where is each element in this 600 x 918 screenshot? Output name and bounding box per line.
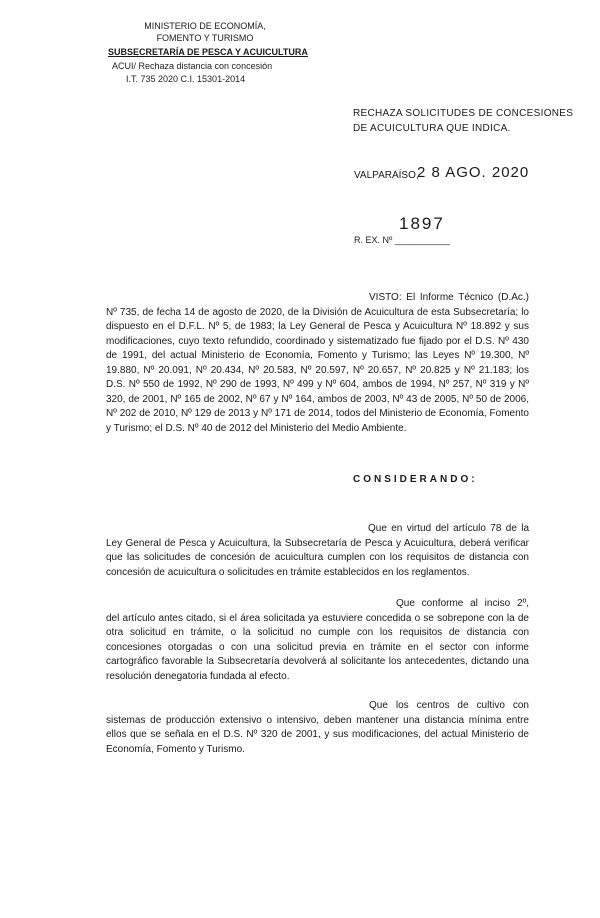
subject-line-2: DE ACUICULTURA QUE INDICA. [353,123,511,134]
resolution-label: R. EX. Nº ___________ [354,235,450,245]
ministry-line-1: MINISTERIO DE ECONOMÍA, [144,21,266,31]
reference-line-2: I.T. 735 2020 C.I. 15301-2014 [126,74,246,84]
ministry-line-2: FOMENTO Y TURISMO [156,33,254,43]
subject-line-1: RECHAZA SOLICITUDES DE CONCESIONES [353,108,574,119]
visto-paragraph: VISTO: El Informe Técnico (D.Ac.) Nº 735, de fecha 14 de agosto de 2020, de la División de Acuicultura de esta Subsecretaría; lo dispuesto en el D.F.L. Nº 5, de 1983; la Ley General de Pesca y Acuicultura Nº 18.892 y sus modificaciones, cuyo texto refundido, coordinado y sistematizado fue fijado por el D.S. Nº 430 de 1991, del actual Ministerio de Economía, Fomento y Turismo; las Leyes Nº 19.300, Nº 19.880, Nº 20.091, Nº 20.434, Nº 20.583, Nº 20.597, Nº 20.657, Nº 20.825 y Nº 21.183; los D.S. Nº 550 de 1992, Nº 290 de 1993, Nº 499 y Nº 604, ambos de 1994, Nº 257, Nº 319 y Nº 320, de 2001, Nº 165 de 2002, Nº 67 y Nº 164, ambos de 2003, Nº 43 de 2005, Nº 50 de 2006, Nº 202 de 2010, Nº 129 de 2013 y Nº 171 de 2014, todos del Ministerio de Economía, Fomento y Turismo; el D.S. Nº 40 de 2012 del Ministerio del Medio Ambiente. [106,292,529,434]
reference-line-1: ACUI/ Rechaza distancia con concesión [112,61,273,71]
considerando-paragraph-3: Que los centros de cultivo con sistemas de producción extensivo o intensivo, deben mantener una distancia mínima entre ellos que se señala en el D.S. Nº 320 de 2001, y sus modificaciones, del actual Ministerio de Economía, Fomento y Turismo. [106,700,529,755]
stamped-date: 2 8 AGO. 2020 [417,164,530,181]
resolution-number: 1897 [399,214,445,233]
subsecretaria-heading: SUBSECRETARÍA DE PESCA Y ACUICULTURA [108,47,308,57]
considerando-paragraph-2: Que conforme al inciso 2º, del artículo antes citado, si el área solicitada ya estuviere concedida o se sobrepone con la de otra solicitud en trámite, o la solicitud no cumple con los requisitos de distancia con concesiones otorgadas o con una solicitud previa en trámite en el sector con informe cartográfico favorable la Subsecretaría devolverá al solicitante los antecedentes, dictando una resolución denegatoria fundada al efecto. [106,598,529,682]
place-label: VALPARAÍSO, [354,170,419,181]
considerando-heading: CONSIDERANDO: [353,474,478,485]
subject-block [353,106,573,136]
considerando-paragraph-1: Que en virtud del artículo 78 de la Ley General de Pesca y Acuicultura, la Subsecretaría de Pesca y Acuicultura, deberá verificar que las solicitudes de concesión de acuicultura cumplen con los requisitos de distancia con concesión de acuicultura o solicitudes en trámite establecidos en los reglamentos. [106,523,529,578]
